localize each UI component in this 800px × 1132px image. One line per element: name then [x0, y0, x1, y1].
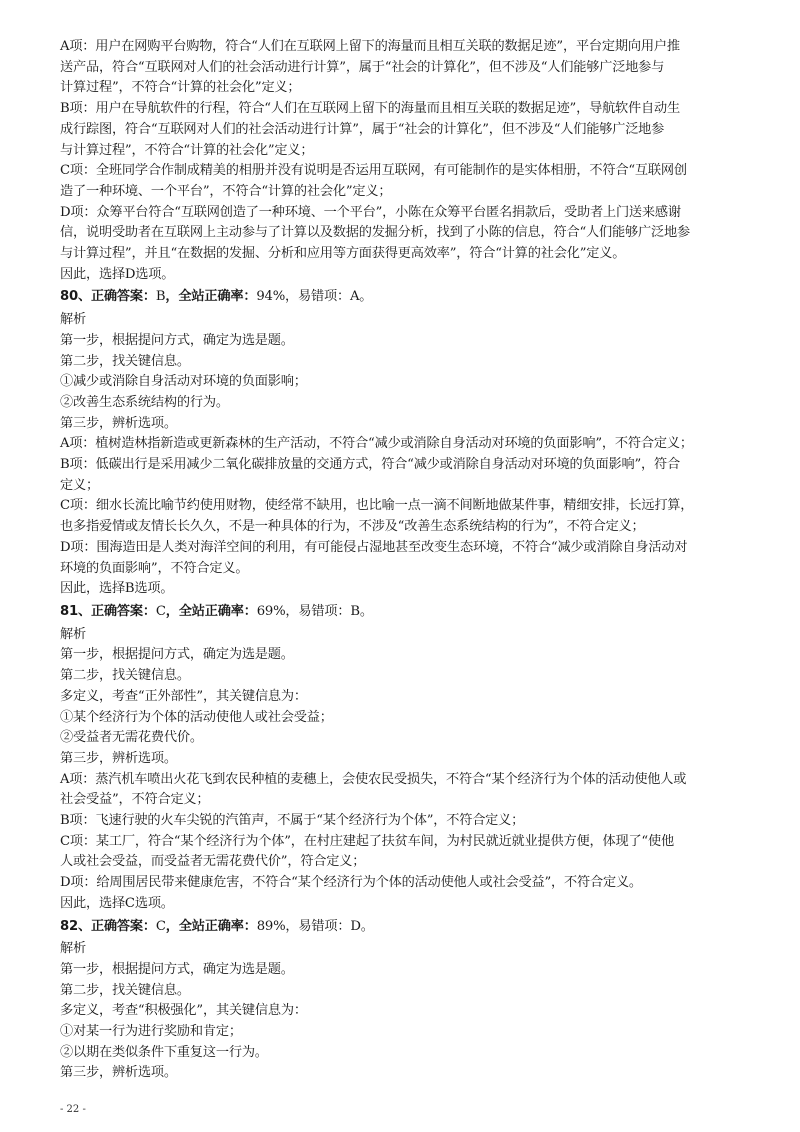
- text-line: ②以期在类似条件下重复这一行为。: [60, 1044, 268, 1060]
- text-line: B项：低碳出行是采用减少二氧化碳排放量的交通方式，符合“减少或消除自身活动对环境的负面影响”，符合: [60, 457, 680, 473]
- rate-label: ，全站正确率：: [165, 603, 257, 619]
- text-line: 多定义，考查“积极强化”，其关键信息为：: [60, 1003, 307, 1019]
- accuracy-rate: 94%: [256, 289, 286, 305]
- accuracy-rate: 89%: [256, 918, 286, 934]
- text-line: 第一步，根据提问方式，确定为选是题。: [60, 647, 294, 663]
- text-line: 第三步，辨析选项。: [60, 1065, 177, 1081]
- text-line: ①对某一行为进行奖励和肯定；: [60, 1024, 242, 1040]
- text-line: A项：用户在网购平台购物，符合“人们在互联网上留下的海量而且相互关联的数据足迹”，平台定期向用户推: [60, 39, 680, 54]
- text-line: 多定义，考查“正外部性”，其关键信息为：: [60, 688, 307, 704]
- text-line: D项：围海造田是人类对海洋空间的利用，有可能侵占湿地甚至改变生态环境，不符合“减少或消除自身活动对: [60, 539, 688, 555]
- text-line: 计算过程”，不符合“计算的社会化”定义；: [60, 80, 301, 96]
- document-body: [60, 37, 750, 1084]
- text-line: 与计算过程”，不符合“计算的社会化”定义；: [60, 142, 314, 158]
- text-line: ②改善生态系统结构的行为。: [60, 394, 229, 410]
- text-line: D项：给周围居民带来健康危害，不符合“某个经济行为个体的活动使他人或社会受益”，不符合定义。: [60, 875, 642, 891]
- text-line: 社会受益”，不符合定义；: [60, 792, 210, 808]
- text-line: ①某个经济行为个体的活动使他人或社会受益；: [60, 709, 333, 725]
- text-line: C项：细水长流比喻节约使用财物，使经常不缺用，也比喻一点一滴不间断地做某件事，精细安排，长远打算，: [60, 498, 694, 514]
- correct-answer: C: [155, 918, 166, 934]
- text-line: 第二步，找关键信息。: [60, 982, 190, 998]
- text-line: 第二步，找关键信息。: [60, 353, 190, 369]
- text-line: 第一步，根据提问方式，确定为选是题。: [60, 332, 294, 348]
- text-line: 第三步，辨析选项。: [60, 750, 177, 766]
- question-number: 80: [60, 289, 78, 305]
- rate-label: ，全站正确率：: [165, 918, 257, 934]
- page-number: - 22 -: [60, 1104, 86, 1115]
- text-line: A项：植树造林指新造或更新森林的生产活动，不符合“减少或消除自身活动对环境的负面影响”，不符合定义；: [60, 436, 693, 452]
- text-line: 定义；: [60, 477, 99, 493]
- text-line: 第一步，根据提问方式，确定为选是题。: [60, 961, 294, 977]
- correct-answer: B: [155, 289, 166, 305]
- text-line: 人或社会受益，而受益者无需花费代价”，符合定义；: [60, 854, 366, 870]
- text-line: 解析: [60, 312, 86, 328]
- text-line: 因此，选择C选项。: [60, 895, 174, 911]
- text-line: 第三步，辨析选项。: [60, 415, 177, 431]
- question-number: 82: [60, 918, 78, 934]
- text-line: ②受益者无需花费代价。: [60, 730, 203, 746]
- rate-label: ，全站正确率：: [165, 289, 257, 305]
- answer-label: 、正确答案：: [77, 289, 156, 305]
- text-line: C项：某工厂，符合“某个经济行为个体”，在村庄建起了扶贫车间，为村民就近就业提供方便，体现了“使他: [60, 833, 674, 849]
- text-line: 解析: [60, 626, 86, 642]
- text-line: 造了一种环境、一个平台”，不符合“计算的社会化”定义；: [60, 183, 392, 199]
- text-line: 与计算过程”，并且“在数据的发掘、分析和应用等方面获得更高效率”，符合“计算的社会化”定义。: [60, 246, 626, 262]
- text-line: 成行踪图，符合“互联网对人们的社会活动进行计算”，属于“社会的计算化”，但不涉及“人们能够广泛地参: [60, 121, 665, 137]
- answer-heading: [60, 917, 750, 938]
- text-line: 也多指爱情或友情长长久久，不是一种具体的行为，不涉及“改善生态系统结构的行为”，不符合定义；: [60, 519, 645, 535]
- text-line: 环境的负面影响”，不符合定义。: [60, 560, 249, 576]
- text-line: B项：飞速行驶的火车尖锐的汽笛声，不属于“某个经济行为个体”，不符合定义；: [60, 813, 525, 829]
- text-line: 因此，选择D选项。: [60, 266, 175, 282]
- correct-answer: C: [155, 603, 166, 619]
- text-line: C项：全班同学合作制成精美的相册并没有说明是否运用互联网，有可能制作的是实体相册，不符合“互联网创: [60, 163, 687, 179]
- text-line: 因此，选择B选项。: [60, 581, 174, 597]
- text-line: 解析: [60, 941, 86, 957]
- error-option: ，易错项：A。: [285, 289, 373, 305]
- text-line: ①减少或消除自身活动对环境的负面影响；: [60, 374, 307, 390]
- text-line: 信，说明受助者在互联网上主动参与了计算以及数据的发掘分析，找到了小陈的信息，符合“人们能够广泛地参: [60, 225, 690, 241]
- text-line: A项：蒸汽机车喷出火花飞到农民种植的麦穗上，会使农民受损失，不符合“某个经济行为个体的活动使他人或: [60, 771, 687, 787]
- text-line: 第二步，找关键信息。: [60, 668, 190, 684]
- accuracy-rate: 69%: [256, 603, 286, 619]
- question-number: 81: [60, 603, 78, 619]
- answer-label: 、正确答案：: [77, 918, 156, 934]
- answer-heading: [60, 602, 750, 623]
- text-line: 送产品，符合“互联网对人们的社会活动进行计算”，属于“社会的计算化”，但不涉及“人们能够广泛地参与: [60, 59, 665, 75]
- answer-label: 、正确答案：: [77, 603, 156, 619]
- text-line: B项：用户在导航软件的行程，符合“人们在互联网上留下的海量而且相互关联的数据足迹”，导航软件自动生: [60, 101, 680, 117]
- error-option: ，易错项：D。: [285, 918, 374, 934]
- text-line: D项：众筹平台符合“互联网创造了一种环境、一个平台”，小陈在众筹平台匿名捐款后，受助者上门送来感谢: [60, 204, 681, 220]
- error-option: ，易错项：B。: [285, 603, 373, 619]
- answer-heading: [60, 287, 750, 308]
